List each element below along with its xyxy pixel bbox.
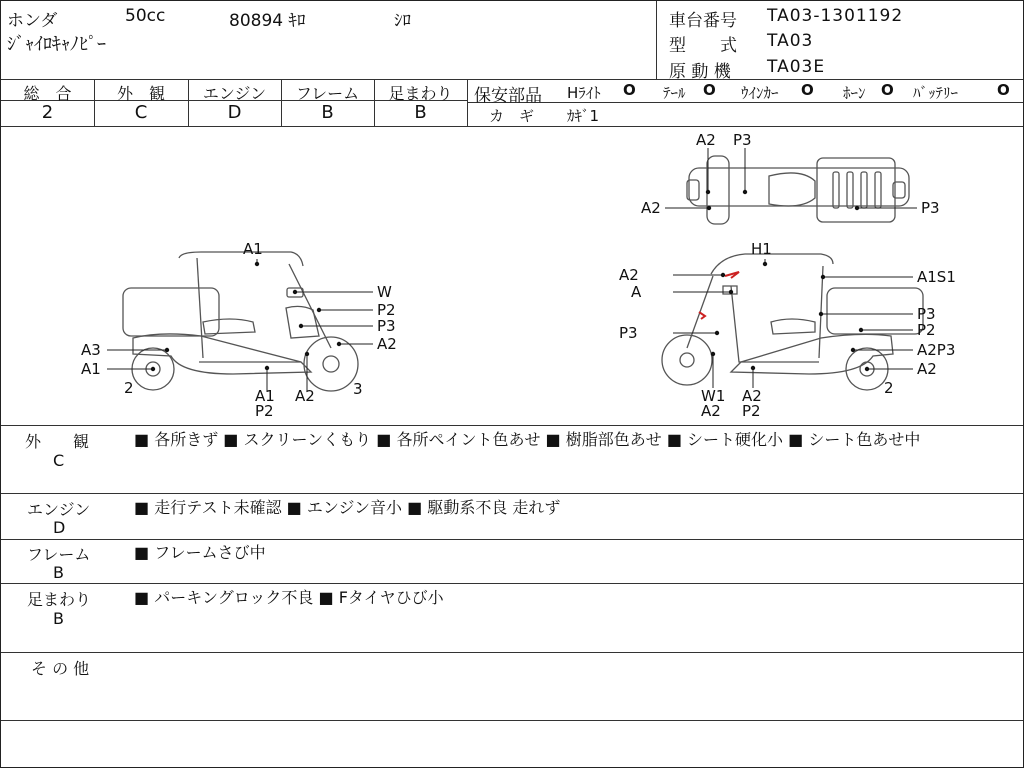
label-right-a2-b2: A2 [742,387,762,405]
label-left-p2: P2 [377,301,396,319]
scooter-outlines [123,156,923,391]
section-other-label: そ の 他 [31,659,90,678]
label-top-a2-left: A2 [641,199,661,217]
leader-dots [151,190,869,371]
engine-label: 原 動 機 [669,62,731,82]
model-name: ｼﾞｬｲﾛｷｬﾉﾋﾟｰ [7,34,106,55]
color: ｼﾛ [394,11,411,31]
label-right-p2: P2 [917,321,936,339]
safety-tail-label: ﾃｰﾙ [663,84,686,102]
divider [1,720,1023,721]
section-exterior-text: ■ 各所きず ■ スクリーンくもり ■ 各所ペイント色あせ ■ 樹脂部色あせ ■ シート硬化小 ■ シート色あせ中 [134,430,921,449]
label-right-p3: P3 [619,324,638,342]
section-exterior-label: 外 観 [25,432,90,451]
section-engine-grade: D [53,518,66,537]
grade-value-total: 2 [41,102,54,123]
divider [1,583,1023,584]
frame-no-label: 車台番号 [669,11,737,31]
divider [1,652,1023,653]
label-left-p3: P3 [377,317,396,335]
label-top-p3: P3 [733,131,752,149]
grade-value-exterior: C [134,102,148,123]
label-right-a2p3: A2P3 [917,341,956,359]
divider [656,1,657,79]
label-left-p2-bottom: P2 [255,402,274,420]
mileage: 80894 ｷﾛ [229,11,306,31]
type-label: 型 式 [669,36,737,56]
label-top-p3-right: P3 [921,199,940,217]
damage-marks [699,272,739,319]
safety-winker-label: ｳｲﾝｶｰ [741,84,779,102]
safety-headlight-mark: O [623,81,636,99]
safety-title: 保安部品 [474,86,542,106]
key-label: カ ギ [489,107,535,125]
maker: ホンダ [7,11,58,31]
type: TA03 [767,31,814,51]
label-right-h1: H1 [751,240,772,258]
damage-diagram [1,126,1023,426]
engine: TA03E [767,57,826,77]
grade-label-total: 総 合 [23,84,72,103]
leader-lines [107,148,917,392]
label-right-a: A [631,283,642,301]
section-frame-label: フレーム [27,545,91,564]
scooter-right-view [662,254,923,390]
safety-tail-mark: O [703,81,716,99]
label-top-a2: A2 [696,131,716,149]
safety-battery-mark: O [997,81,1010,99]
grade-label-frame: フレーム [295,84,360,103]
label-right-w1: W1 [701,387,726,405]
safety-horn-label: ﾎｰﾝ [843,84,866,102]
label-right-p3-r: P3 [917,305,936,323]
label-left-num3: 3 [353,380,363,398]
frame-no: TA03-1301192 [767,6,904,26]
safety-headlight-label: Hﾗｲﾄ [567,84,601,102]
grade-label-engine: エンジン [202,84,267,103]
section-suspension-label: 足まわり [27,590,92,609]
displacement: 50cc [125,6,166,26]
section-frame-grade: B [53,563,64,582]
section-exterior-grade: C [53,451,65,470]
label-left-w: W [377,283,392,301]
label-left-a2-bottom: A2 [295,387,315,405]
label-right-a2-b1: A2 [701,402,721,420]
label-left-a3: A3 [81,341,101,359]
safety-battery-label: ﾊﾞｯﾃﾘｰ [913,84,959,102]
label-right-p2-b: P2 [742,402,761,420]
label-left-a2: A2 [377,335,397,353]
section-engine-text: ■ 走行テスト未確認 ■ エンジン音小 ■ 駆動系不良 走れず [134,498,561,517]
section-suspension-text: ■ パーキングロック不良 ■ Fタイヤひび小 [134,588,444,607]
label-right-num2: 2 [884,379,894,397]
label-left-a1-roof: A1 [243,240,263,258]
label-left-num2: 2 [124,379,134,397]
divider [1,79,1023,80]
grade-label-suspension: 足まわり [388,84,453,103]
label-left-a1: A1 [81,360,101,378]
grade-value-engine: D [227,102,242,123]
grade-label-exterior: 外 観 [116,84,165,103]
section-suspension-grade: B [53,609,64,628]
safety-horn-mark: O [881,81,894,99]
label-right-a2: A2 [619,266,639,284]
key-value: ｶｷﾞ1 [567,107,600,125]
label-right-a1s1: A1S1 [917,268,956,286]
section-engine-label: エンジン [27,500,91,519]
safety-winker-mark: O [801,81,814,99]
label-right-a2-r: A2 [917,360,937,378]
divider [1,493,1023,494]
grade-value-suspension: B [414,102,427,123]
label-left-a1-bottom: A1 [255,387,275,405]
section-frame-text: ■ フレームさび中 [134,543,266,562]
divider [1,539,1023,540]
scooter-left-view [123,252,358,391]
divider [1,425,1023,426]
scooter-top-view [687,156,909,224]
grade-value-frame: B [321,102,334,123]
